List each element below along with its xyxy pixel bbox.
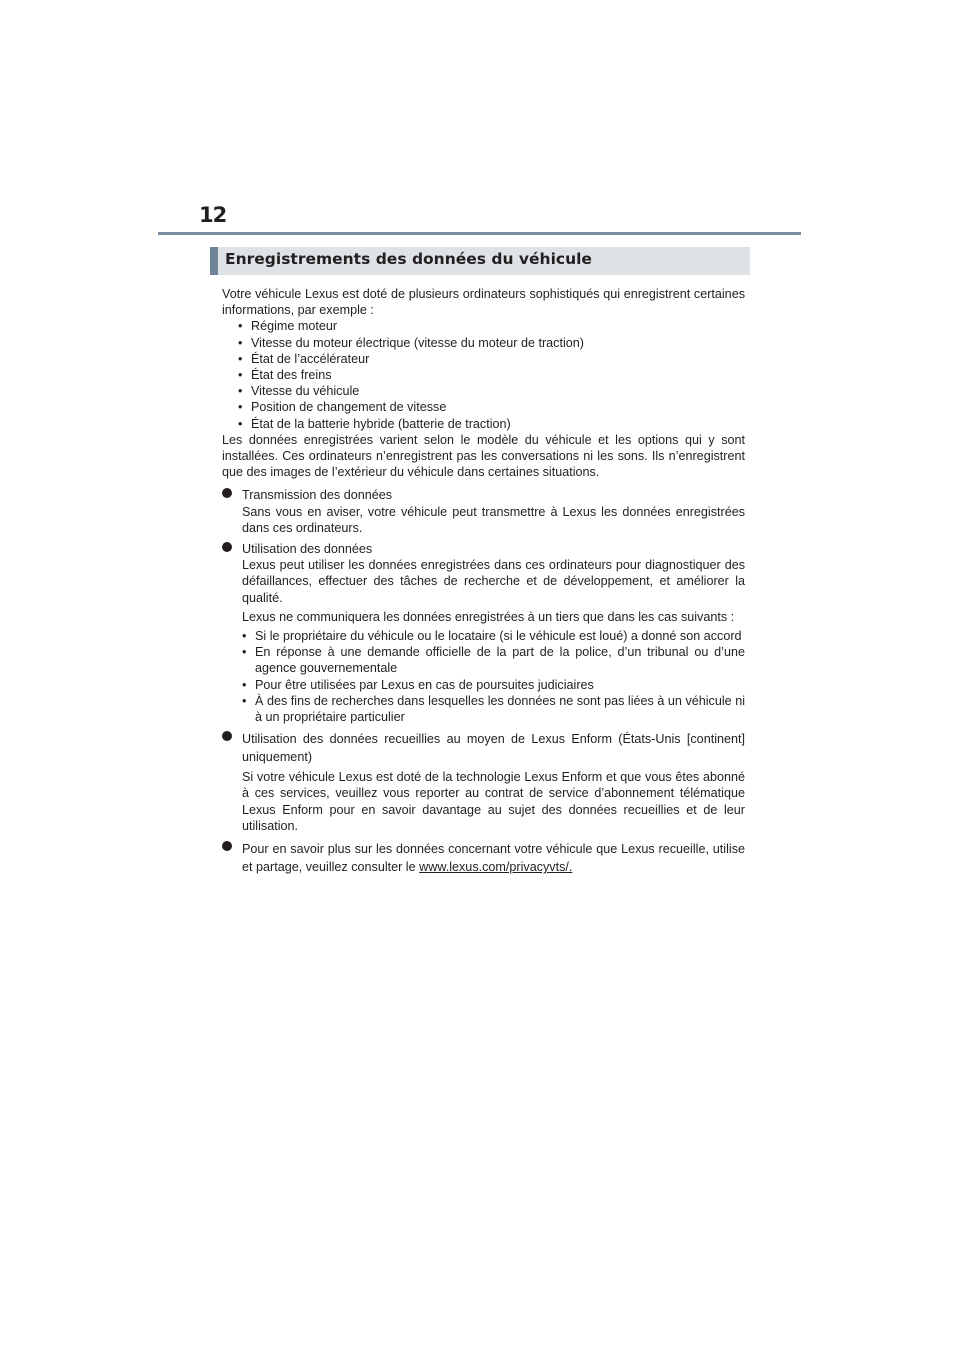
bullet-dot-icon bbox=[222, 488, 232, 498]
transmission-section bbox=[222, 487, 745, 536]
more-info-label: Pour en savoir plus sur les données concernant votre véhicule que Lexus recueille, utilise et partage, veuillez consulter le bbox=[242, 842, 745, 875]
intro-after-paragraph: Les données enregistrées varient selon le modèle du véhicule et les options qui y sont installées. Ces ordinateurs n’enregistrent pas les conversations ni les sons. Ils n’enregistrent que des images de l’extérieur du véhicule dans certaines situations. bbox=[222, 432, 745, 480]
header-rule bbox=[158, 232, 801, 235]
list-item: • En réponse à une demande officielle de la part de la police, d’un tribunal ou d’une agence gouvernementale bbox=[242, 644, 745, 676]
usage-body-1: Lexus peut utiliser les données enregistrées dans ces ordinateurs pour diagnostiquer des défaillances, effectuer des tâches de recherche et de développement, et améliorer la qualité. bbox=[242, 558, 745, 605]
list-item: • Vitesse du moteur électrique (vitesse du moteur de traction) bbox=[238, 335, 745, 351]
usage-body-2: Lexus ne communiquera les données enregistrées à un tiers que dans les cas suivants : bbox=[242, 609, 735, 624]
transmission-heading: Transmission des données bbox=[242, 488, 393, 503]
examples-list bbox=[238, 318, 745, 431]
enform-body: Si votre véhicule Lexus est doté de la technologie Lexus Enform et que vous êtes abonné à ces services, veuillez vous reporter au contrat de service d’abonnement télématique Lexus Enform pour en savoir davantage au sujet des données recueillies et de leur utilisation. bbox=[242, 770, 745, 833]
list-item: • Vitesse du véhicule bbox=[238, 383, 745, 399]
enform-section bbox=[222, 730, 745, 834]
privacy-link[interactable]: www.lexus.com/privacyvts/. bbox=[419, 860, 573, 875]
list-item: • Pour être utilisées par Lexus en cas de poursuites judiciaires bbox=[242, 677, 745, 693]
more-info-text bbox=[242, 840, 745, 876]
usage-section bbox=[222, 541, 745, 725]
enform-heading: Utilisation des données recueillies au moyen de Lexus Enform (États-Unis [continent] uniquement) bbox=[242, 732, 745, 765]
cases-list bbox=[242, 628, 745, 725]
list-item: • État des freins bbox=[238, 367, 745, 383]
list-item: • À des fins de recherches dans lesquelles les données ne sont pas liées à un véhicule ni à un propriétaire particulier bbox=[242, 693, 745, 725]
transmission-body: Sans vous en aviser, votre véhicule peut transmettre à Lexus les données enregistrées dans ces ordinateurs. bbox=[242, 504, 745, 535]
list-item: • État de l’accélérateur bbox=[238, 351, 745, 367]
bullet-dot-icon bbox=[222, 731, 232, 741]
bullet-dot-icon bbox=[222, 841, 232, 851]
intro-paragraph: Votre véhicule Lexus est doté de plusieurs ordinateurs sophistiqués qui enregistrent certaines informations, par exemple : bbox=[222, 287, 745, 318]
page-content bbox=[222, 286, 745, 876]
page-number: 12 bbox=[199, 203, 227, 227]
list-item: • Position de changement de vitesse bbox=[238, 399, 745, 415]
list-item: • État de la batterie hybride (batterie de traction) bbox=[238, 416, 745, 432]
usage-heading: Utilisation des données bbox=[242, 542, 373, 557]
more-info-section bbox=[222, 840, 745, 876]
bullet-dot-icon bbox=[222, 542, 232, 552]
section-title: Enregistrements des données du véhicule bbox=[225, 250, 592, 268]
list-item: • Si le propriétaire du véhicule ou le locataire (si le véhicule est loué) a donné son accord bbox=[242, 628, 745, 644]
section-header bbox=[210, 247, 750, 275]
list-item: • Régime moteur bbox=[238, 318, 745, 334]
